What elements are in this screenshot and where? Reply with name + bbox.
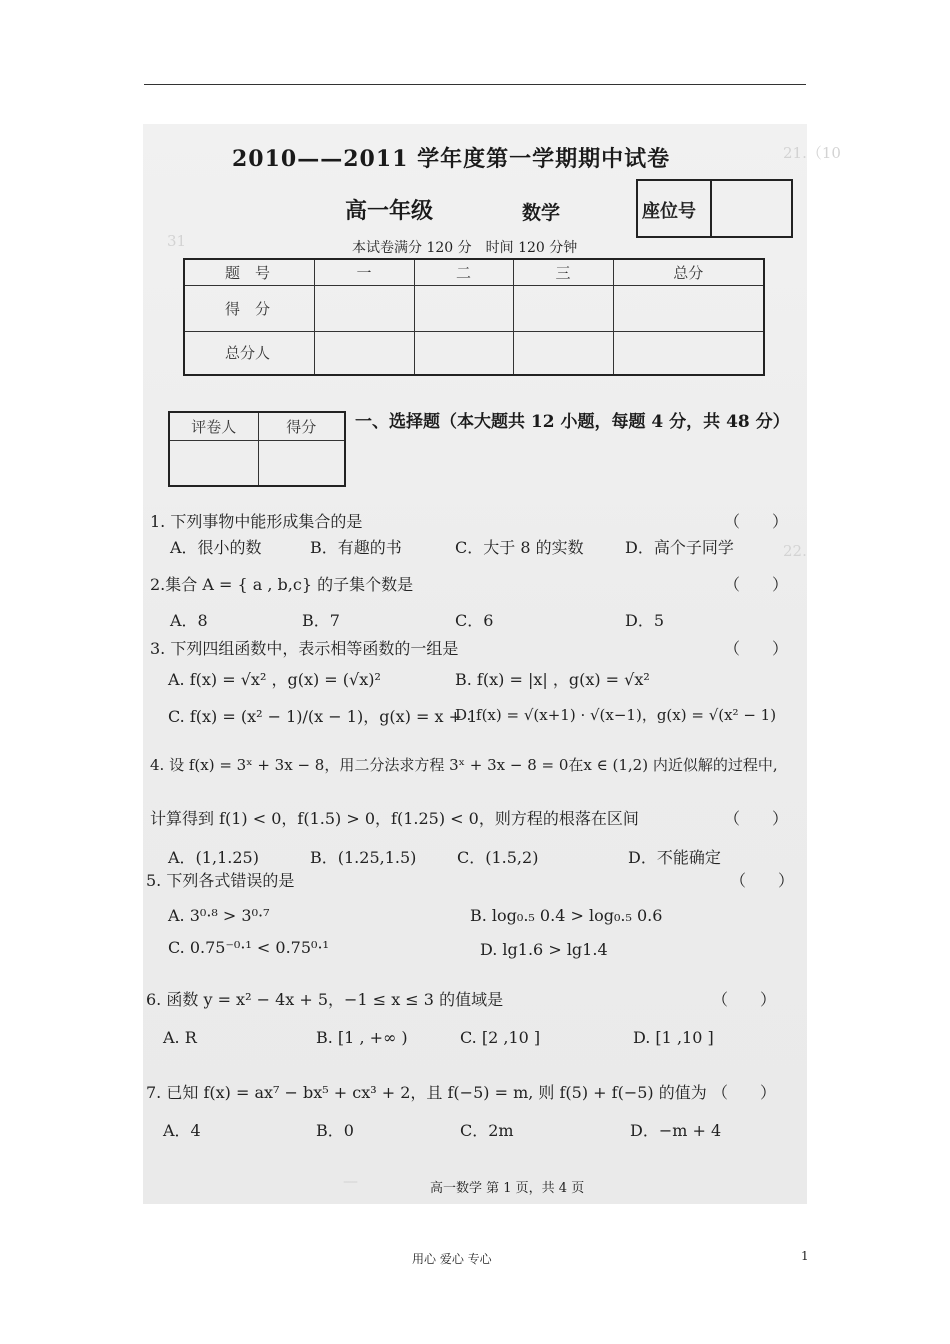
answer-paren: （ ） — [724, 809, 789, 828]
answer-paren: （ ） — [724, 575, 789, 594]
q6-option-b: B. [1 , +∞ ) — [316, 1028, 408, 1047]
subject-label: 数学 — [522, 202, 561, 224]
q2-option-b: B．7 — [302, 611, 340, 630]
q5-option-c: C. 0.75⁻⁰·¹ < 0.75⁰·¹ — [168, 938, 329, 957]
score-row-label: 总分人 — [184, 331, 314, 375]
q4-option-c: C．(1.5,2) — [457, 848, 539, 867]
q6-option-d: D. [1 ,10 ] — [633, 1028, 714, 1047]
score-table-header: 题 号 — [184, 259, 314, 285]
q5-option-d: D. lg1.6 > lg1.4 — [480, 940, 608, 959]
grader-cell — [258, 440, 345, 486]
q5-option-a: A. 3⁰·⁸ > 3⁰·⁷ — [168, 906, 270, 925]
exam-note: 本试卷满分 120 分 时间 120 分钟 — [352, 240, 578, 256]
bleed-through: 31 — [167, 232, 187, 250]
q2-option-d: D．5 — [625, 611, 665, 630]
grader-table — [168, 411, 346, 487]
page-number: 1 — [801, 1249, 809, 1263]
bleed-through: 22. — [783, 542, 807, 560]
bleed-through: — — [343, 1172, 358, 1190]
q3-option-a: A. f(x) = √x² ，g(x) = (√x)² — [168, 670, 381, 689]
q3-option-d: D. f(x) = √(x+1) · √(x−1)，g(x) = √(x² − 1) — [455, 706, 777, 724]
q4-option-a: A．(1,1.25) — [168, 848, 259, 867]
score-cell — [314, 285, 414, 331]
q1-option-d: D．高个子同学 — [625, 538, 734, 557]
score-cell — [513, 285, 613, 331]
score-cell — [414, 285, 513, 331]
q7-option-a: A．4 — [163, 1121, 201, 1140]
question-7-stem: 7. 已知 f(x) = ax⁷ − bx⁵ + cx³ + 2，且 f(−5) = m, 则 f(5) + f(−5) 的值为 — [146, 1083, 707, 1102]
question-2-stem: 2.集合 A = { a , b,c} 的子集个数是 — [150, 575, 414, 594]
q3-option-b: B. f(x) = |x| ，g(x) = √x² — [455, 670, 650, 689]
bottom-note: 用心 爱心 专心 — [412, 1252, 492, 1266]
seat-number-label: 座位号 — [642, 201, 696, 222]
question-4-stem: 4. 设 f(x) = 3ˣ + 3x − 8，用二分法求方程 3ˣ + 3x − 8 = 0在x ∈ (1,2) 内近似解的过程中, — [150, 756, 778, 774]
q1-option-c: C．大于 8 的实数 — [455, 538, 584, 557]
grader-header: 评卷人 — [169, 412, 258, 440]
bleed-through: 21.（10 — [783, 144, 841, 162]
grader-header: 得分 — [258, 412, 345, 440]
grade-label: 高一年级 — [345, 198, 434, 224]
answer-paren: （ ） — [724, 639, 789, 658]
q1-option-a: A．很小的数 — [170, 538, 262, 557]
answer-paren: （ ） — [712, 1083, 777, 1102]
section-heading: 一、选择题（本大题共 12 小题，每题 4 分，共 48 分） — [355, 412, 790, 432]
exam-title: 2010——2011 学年度第一学期期中试卷 — [232, 146, 671, 172]
answer-paren: （ ） — [724, 512, 789, 531]
q6-option-c: C. [2 ,10 ] — [460, 1028, 541, 1047]
q1-option-b: B．有趣的书 — [310, 538, 402, 557]
seat-number-box — [636, 179, 793, 238]
question-5-stem: 5. 下列各式错误的是 — [146, 871, 295, 890]
answer-paren: （ ） — [730, 871, 795, 890]
score-cell — [613, 331, 764, 375]
q4-option-d: D．不能确定 — [628, 848, 721, 867]
q3-option-c: C. f(x) = (x² − 1)/(x − 1)，g(x) = x + 1 — [168, 707, 478, 726]
header-rule — [144, 84, 806, 85]
score-row-label: 得 分 — [184, 285, 314, 331]
score-table — [183, 258, 765, 376]
q4-option-b: B．(1.25,1.5) — [310, 848, 417, 867]
q6-option-a: A. R — [163, 1028, 197, 1047]
q2-option-c: C．6 — [455, 611, 494, 630]
q5-option-b: B. log₀.₅ 0.4 > log₀.₅ 0.6 — [470, 906, 663, 925]
question-4-stem-continued: 计算得到 f(1) < 0，f(1.5) > 0，f(1.25) < 0，则方程的根落在区间 — [150, 809, 639, 828]
q7-option-d: D．−m + 4 — [630, 1121, 722, 1140]
q2-option-a: A．8 — [170, 611, 208, 630]
question-3-stem: 3. 下列四组函数中，表示相等函数的一组是 — [150, 639, 459, 658]
score-cell — [414, 331, 513, 375]
question-1-stem: 1. 下列事物中能形成集合的是 — [150, 512, 363, 531]
score-cell — [513, 331, 613, 375]
score-table-header: 总分 — [613, 259, 764, 285]
score-table-header: 二 — [414, 259, 513, 285]
q7-option-b: B．0 — [316, 1121, 354, 1140]
grader-cell — [169, 440, 258, 486]
q7-option-c: C．2m — [460, 1121, 514, 1140]
question-6-stem: 6. 函数 y = x² − 4x + 5，−1 ≤ x ≤ 3 的值域是 — [146, 990, 504, 1009]
score-table-header: 一 — [314, 259, 414, 285]
score-cell — [314, 331, 414, 375]
page-footer: 高一数学 第 1 页，共 4 页 — [430, 1181, 585, 1196]
score-table-header: 三 — [513, 259, 613, 285]
score-cell — [613, 285, 764, 331]
seat-box-divider — [710, 181, 712, 236]
answer-paren: （ ） — [712, 990, 777, 1009]
